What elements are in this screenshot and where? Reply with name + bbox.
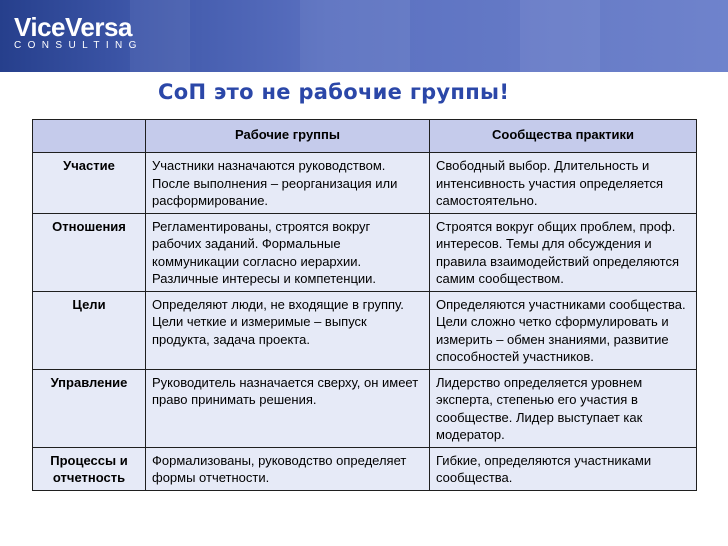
header-working-groups: Рабочие группы: [146, 120, 430, 153]
header-communities-of-practice: Сообщества практики: [430, 120, 697, 153]
banner-stripe: [300, 0, 410, 72]
cell-communities: Лидерство определяется уровнем эксперта, степенью его участия в сообществе. Лидер выступает как модератор.: [430, 369, 697, 447]
table-row: [33, 369, 697, 447]
row-label: Отношения: [33, 213, 146, 291]
logo-subtitle: CONSULTING: [14, 40, 143, 51]
header-banner: [0, 0, 728, 72]
comparison-table: [32, 119, 697, 491]
cell-communities: Гибкие, определяются участниками сообщества.: [430, 447, 697, 490]
header-empty-cell: [33, 120, 146, 153]
table-header-row: [33, 120, 697, 153]
cell-communities: Строятся вокруг общих проблем, проф. интересов. Темы для обсуждения и правила взаимодействий определяются самим сообществом.: [430, 213, 697, 291]
cell-working-groups: Руководитель назначается сверху, он имеет право принимать решения.: [146, 369, 430, 447]
logo-wordmark: ViceVersa: [14, 12, 132, 42]
row-label: Управление: [33, 369, 146, 447]
cell-working-groups: Участники назначаются руководством. После выполнения – реорганизация или расформирование.: [146, 153, 430, 214]
cell-working-groups: Определяют люди, не входящие в группу. Цели четкие и измеримые – выпуск продукта, задача проекта.: [146, 291, 430, 369]
table-row: [33, 213, 697, 291]
company-logo: [14, 14, 143, 51]
table-row: [33, 291, 697, 369]
table-row: [33, 153, 697, 214]
row-label: Цели: [33, 291, 146, 369]
row-label: Процессы и отчетность: [33, 447, 146, 490]
cell-communities: Свободный выбор. Длительность и интенсивность участия определяется самостоятельно.: [430, 153, 697, 214]
cell-working-groups: Формализованы, руководство определяет формы отчетности.: [146, 447, 430, 490]
slide-title: СоП это не рабочие группы!: [158, 80, 510, 104]
row-label: Участие: [33, 153, 146, 214]
banner-stripe: [520, 0, 600, 72]
cell-working-groups: Регламентированы, строятся вокруг рабочих заданий. Формальные коммуникации согласно иерархии. Различные интересы и компетенции.: [146, 213, 430, 291]
cell-communities: Определяются участниками сообщества. Цели сложно четко сформулировать и измерить – обмен знаниями, развитие способностей участников.: [430, 291, 697, 369]
table-row: [33, 447, 697, 490]
